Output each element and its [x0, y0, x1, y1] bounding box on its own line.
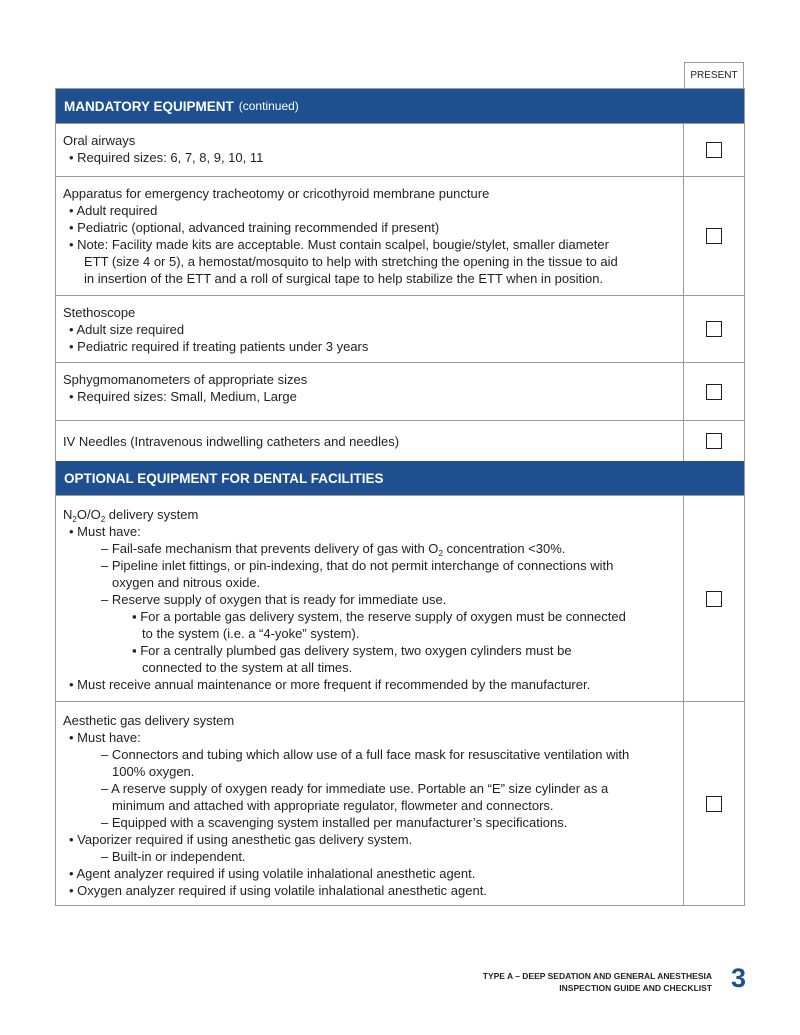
footer-document-title	[483, 970, 712, 994]
section-header-optional	[56, 461, 744, 495]
row-content	[56, 421, 684, 461]
item-bullet: • Required sizes: 6, 7, 8, 9, 10, 11	[69, 150, 264, 165]
item-dash: – Reserve supply of oxygen that is ready for immediate use.	[101, 592, 447, 607]
item-bullet: • Pediatric (optional, advanced training recommended if present)	[69, 220, 440, 235]
row-content	[56, 124, 684, 176]
section-title: OPTIONAL EQUIPMENT FOR DENTAL FACILITIES	[64, 470, 384, 486]
checklist-row-sphygmomanometers	[56, 362, 744, 420]
row-content	[56, 496, 684, 701]
row-content	[56, 177, 684, 295]
checklist-row-iv-needles	[56, 420, 744, 461]
item-bullet: • Oxygen analyzer required if using volatile inhalational anesthetic agent.	[69, 883, 487, 898]
checklist-row-n2o-o2-delivery	[56, 495, 744, 701]
item-bullet: • Adult size required	[69, 322, 185, 337]
checklist-row-aesthetic-gas-delivery	[56, 701, 744, 905]
item-dash: – Fail-safe mechanism that prevents delivery of gas with $O_2$ concentration <30%.	[101, 541, 566, 558]
present-checkbox[interactable]	[706, 321, 722, 337]
present-cell	[684, 421, 744, 461]
present-cell	[684, 702, 744, 905]
item-title: Sphygmomanometers of appropriate sizes	[63, 372, 308, 387]
present-checkbox[interactable]	[706, 796, 722, 812]
present-checkbox[interactable]	[706, 228, 722, 244]
checklist-row-oral-airways	[56, 123, 744, 176]
checklist-row-tracheotomy	[56, 176, 744, 295]
item-bullet: • Agent analyzer required if using volatile inhalational anesthetic agent.	[69, 866, 476, 881]
item-square-continuation: to the system (i.e. a “4-yoke” system).	[142, 626, 360, 641]
item-dash: – A reserve supply of oxygen ready for immediate use. Portable an “E” size cylinder as a	[101, 781, 609, 796]
item-bullet: • Vaporizer required if using anesthetic gas delivery system.	[69, 832, 413, 847]
present-checkbox[interactable]	[706, 142, 722, 158]
item-title: Oral airways	[63, 133, 136, 148]
section-continued-label: (continued)	[238, 99, 299, 113]
item-title: Stethoscope	[63, 305, 136, 320]
present-checkbox[interactable]	[706, 433, 722, 449]
present-checkbox[interactable]	[706, 384, 722, 400]
item-dash: – Pipeline inlet fittings, or pin-indexing, that do not permit interchange of connections with	[101, 558, 614, 573]
item-bullet: • Required sizes: Small, Medium, Large	[69, 389, 297, 404]
item-title: $N_2O/O_2$ delivery system	[63, 507, 199, 524]
item-title: Apparatus for emergency tracheotomy or cricothyroid membrane puncture	[63, 186, 490, 201]
footer-line: INSPECTION GUIDE AND CHECKLIST	[559, 983, 712, 993]
item-bullet: • Adult required	[69, 203, 158, 218]
section-title: MANDATORY EQUIPMENT	[64, 98, 234, 114]
item-dash-continuation: 100% oxygen.	[112, 764, 195, 779]
equipment-checklist-table	[55, 88, 745, 906]
item-bullet: • Must receive annual maintenance or more frequent if recommended by the manufacturer.	[69, 677, 591, 692]
item-square-bullet: ▪ For a centrally plumbed gas delivery system, two oxygen cylinders must be	[132, 643, 572, 658]
item-bullet-continuation: ETT (size 4 or 5), a hemostat/mosquito to help with stretching the opening in the tissue to aid	[84, 254, 618, 269]
checklist-row-stethoscope	[56, 295, 744, 362]
present-column-header: PRESENT	[684, 62, 744, 88]
footer-line: TYPE A – DEEP SEDATION AND GENERAL ANESTHESIA	[482, 971, 712, 981]
item-dash: – Built-in or independent.	[101, 849, 246, 864]
row-content	[56, 702, 684, 905]
item-title: IV Needles (Intravenous indwelling catheters and needles)	[63, 433, 400, 449]
item-dash: – Equipped with a scavenging system installed per manufacturer’s specifications.	[101, 815, 568, 830]
present-cell	[684, 124, 744, 176]
item-bullet: • Must have:	[69, 524, 141, 539]
item-square-bullet: ▪ For a portable gas delivery system, the reserve supply of oxygen must be connected	[132, 609, 626, 624]
item-bullet: • Must have:	[69, 730, 141, 745]
item-dash-continuation: oxygen and nitrous oxide.	[112, 575, 261, 590]
present-cell	[684, 363, 744, 420]
item-dash: – Connectors and tubing which allow use of a full face mask for resuscitative ventilation with	[101, 747, 630, 762]
item-bullet-continuation: in insertion of the ETT and a roll of surgical tape to help stabilize the ETT when in position.	[84, 271, 604, 286]
item-dash-continuation: minimum and attached with appropriate regulator, flowmeter and connectors.	[112, 798, 554, 813]
present-cell	[684, 296, 744, 362]
section-header-mandatory	[56, 89, 744, 123]
row-content	[56, 296, 684, 362]
page-number: 3	[730, 963, 746, 993]
item-title: Aesthetic gas delivery system	[63, 713, 235, 728]
item-bullet: • Note: Facility made kits are acceptable. Must contain scalpel, bougie/stylet, smaller diameter	[69, 237, 609, 252]
present-checkbox[interactable]	[706, 591, 722, 607]
present-cell	[684, 177, 744, 295]
item-bullet: • Pediatric required if treating patients under 3 years	[69, 339, 369, 354]
item-square-continuation: connected to the system at all times.	[142, 660, 353, 675]
row-content	[56, 363, 684, 420]
present-cell	[684, 496, 744, 701]
